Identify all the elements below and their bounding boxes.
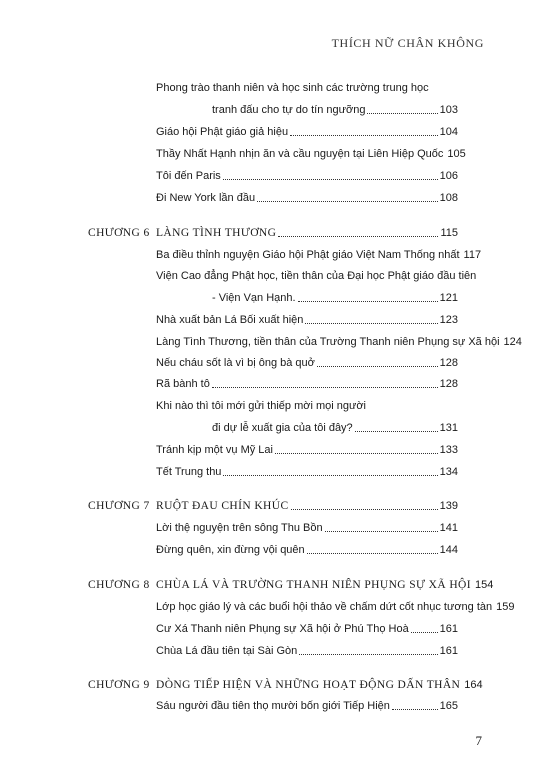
leader-dots [257,201,438,202]
toc-entry [156,623,458,635]
toc-entry [156,444,458,456]
toc-entry-page: 134 [439,466,458,478]
leader-dots [307,553,438,554]
toc-entry-page: 115 [440,227,458,239]
toc-entry-page: 108 [439,192,458,204]
toc-entry-title: Giáo hội Phật giáo giả hiệu [156,126,289,138]
toc-entry-page: 161 [439,645,458,657]
toc-entry-page: 164 [464,679,483,691]
toc-entry [156,126,458,138]
chapter-label: CHƯƠNG 8 [88,579,150,591]
toc-entry [156,601,515,613]
toc-chapter-entry [156,679,483,691]
toc-chapter-entry [156,579,494,591]
chapter-label: CHƯƠNG 7 [88,500,150,512]
leader-dots [223,179,438,180]
toc-entry-page: 128 [439,378,458,390]
toc-entry [212,422,458,434]
toc-entry [156,270,476,282]
toc-entry [156,336,522,348]
toc-entry-page: 165 [439,700,458,712]
toc-entry-page: 103 [439,104,458,116]
leader-dots [275,453,438,454]
leader-dots [298,301,438,302]
toc-entry-title: Tránh kịp một vụ Mỹ Lai [156,444,273,456]
toc-entry-title: Cư Xá Thanh niên Phụng sự Xã hội ở Phú Thọ Hoà [156,623,409,635]
running-header: THÍCH NỮ CHÂN KHÔNG [331,36,484,50]
toc-entry-title: Lời thệ nguyện trên sông Thu Bồn [156,522,323,534]
toc-entry-title: Thầy Nhất Hạnh nhịn ăn và cầu nguyện tại Liên Hiệp Quốc [156,148,444,160]
leader-dots [305,323,437,324]
toc-entry-page: 128 [439,357,458,369]
leader-dots [290,135,438,136]
toc-entry-page: 141 [439,522,458,534]
toc-entry-page: 139 [439,500,458,512]
toc-entry-page: 144 [439,544,458,556]
leader-dots [317,366,438,367]
toc-entry-title: Phong trào thanh niên và học sinh các trường trung học [156,82,429,94]
toc-chapter-title: CHÙA LÁ VÀ TRƯỜNG THANH NIÊN PHỤNG SỰ XÃ HỘI [156,579,471,591]
toc-chapter-title: DÒNG TIẾP HIỆN VÀ NHỮNG HOẠT ĐỘNG DẤN THÂN [156,679,461,691]
toc-entry [156,522,458,534]
toc-entry-title: - Viện Vạn Hạnh. [212,292,296,304]
toc-entry-page: 159 [496,601,515,613]
chapter-label: CHƯƠNG 9 [88,679,150,691]
toc-entry-title: Tôi đến Paris [156,170,221,182]
toc-entry-page: 105 [447,148,466,160]
toc-entry-title: Làng Tình Thương, tiền thân của Trường Thanh niên Phụng sự Xã hội [156,336,500,348]
toc-entry [156,645,458,657]
toc-entry-title: Nếu cháu sốt là vì bị ông bà quở [156,357,315,369]
toc-entry [212,104,458,116]
toc-entry-title: đi dự lễ xuất gia của tôi đây? [212,422,353,434]
leader-dots [355,431,438,432]
toc-entry [156,466,458,478]
toc-entry-title: Tết Trung thu [156,466,222,478]
toc-entry-page: 117 [463,249,482,261]
chapter-label: CHƯƠNG 6 [88,227,150,239]
toc-entry-page: 104 [439,126,458,138]
page-number: 7 [475,733,482,748]
toc-entry-title: Rã bành tô [156,378,210,390]
toc-entry-page: 123 [439,314,458,326]
leader-dots [212,387,438,388]
toc-chapter-title: LÀNG TÌNH THƯƠNG [156,227,277,239]
leader-dots [223,475,437,476]
toc-entry [156,170,458,182]
toc-entry-title: Viện Cao đẳng Phật học, tiền thân của Đại học Phật giáo đầu tiên [156,270,477,282]
leader-dots [299,654,437,655]
leader-dots [325,531,438,532]
toc-entry [156,249,482,261]
toc-chapter-title: RUỘT ĐAU CHÍN KHÚC [156,500,289,512]
toc-entry-page: 161 [439,623,458,635]
toc-entry [156,378,458,390]
toc-entry-page: 133 [439,444,458,456]
leader-dots [392,709,438,710]
toc-entry-title: Đừng quên, xin đừng vội quên [156,544,305,556]
toc-entry-title: Ba điều thỉnh nguyện Giáo hội Phật giáo Việt Nam Thống nhất [156,249,460,261]
leader-dots [411,632,438,633]
toc-chapter-entry [156,227,458,239]
toc-entry-title: Chùa Lá đầu tiên tại Sài Gòn [156,645,298,657]
leader-dots [367,113,437,114]
toc-chapter-entry [156,500,458,512]
toc-entry-page: 131 [439,422,458,434]
toc-entry-title: tranh đấu cho tự do tín ngưỡng [212,104,366,116]
toc-entry-page: 154 [474,579,494,591]
toc-entry [156,314,458,326]
toc-entry-title: Sáu người đầu tiên thọ mười bốn giới Tiếp Hiện [156,700,390,712]
toc-entry [156,357,458,369]
toc-entry-page: 121 [439,292,458,304]
toc-entry [156,544,458,556]
toc-entry [156,148,466,160]
toc-entry [212,292,458,304]
toc-entry [156,192,458,204]
toc-entry [156,82,429,94]
toc-entry [156,700,458,712]
leader-dots [291,509,438,510]
toc-entry-title: Khi nào thì tôi mới gửi thiếp mời mọi người [156,400,367,412]
toc-entry-title: Lớp học giáo lý và các buổi hội thảo về chấm dứt cốt nhục tương tàn [156,601,493,613]
toc-entry-title: Đi New York lần đầu [156,192,256,204]
toc-entry-page: 124 [503,336,522,348]
toc-entry-page: 106 [439,170,458,182]
toc-entry-title: Nhà xuất bản Lá Bối xuất hiện [156,314,304,326]
leader-dots [278,236,438,237]
toc-entry [156,400,366,412]
